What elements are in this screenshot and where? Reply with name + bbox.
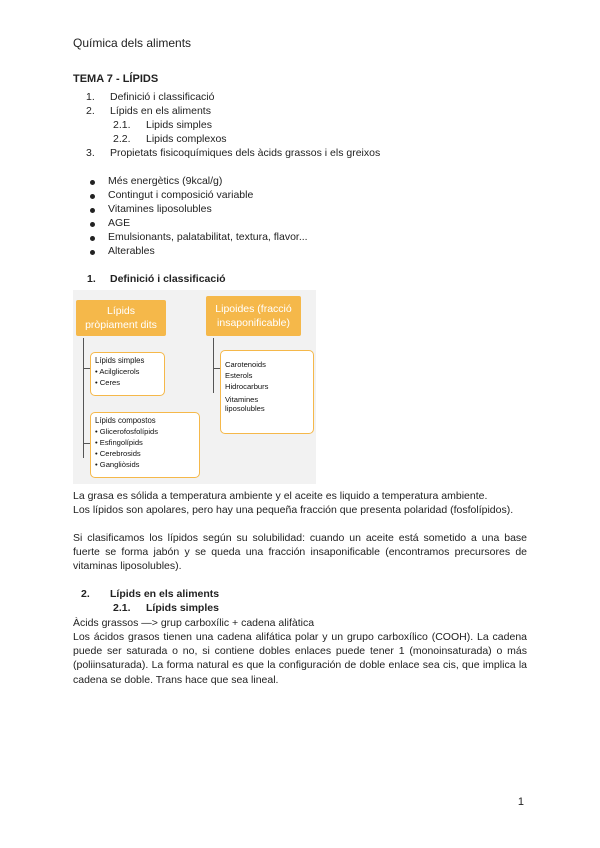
list-item: • Ceres — [95, 378, 121, 387]
page-number: 1 — [517, 796, 524, 808]
list-item: • Esfingolípids — [95, 438, 143, 447]
list-item: • Acilglicerols — [95, 367, 140, 376]
section-1-number: 1. — [87, 273, 96, 285]
connector-line — [83, 338, 84, 458]
bullet-dot — [90, 222, 95, 227]
bullet-dot — [90, 236, 95, 241]
list-item: • Glicerofosfolípids — [95, 427, 159, 436]
document-header: Química dels aliments — [73, 36, 192, 50]
paragraph: Los ácidos grasos tienen una cadena alifática polar y un grupo carboxílico (COOH). La cadena puede ser saturada o no, si contiene dobles enlaces puede tener 1 (monoinsaturada) o más (poliinsaturada). La forma natural es que la configuración de doble enlace sea cis, que implica la cadena se doble. Trans hace que sea lineal. — [73, 631, 527, 686]
paragraph: Los lípidos son apolares, pero hay una pequeña fracción que presenta polaridad (fosfolípidos). — [73, 504, 514, 516]
section-1-title: Definició i classificació — [110, 273, 226, 285]
section-2-number: 2. — [81, 588, 90, 600]
section-2-1-number: 2.1. — [113, 602, 131, 614]
bullet-dot — [90, 180, 95, 185]
connector-line — [213, 338, 214, 393]
topic-title: TEMA 7 - LÍPIDS — [73, 73, 159, 85]
section-2-1-title: Lípids simples — [146, 602, 219, 614]
lipids-proper-box: Lípids pròpiament dits — [76, 300, 166, 336]
bullet-dot — [90, 208, 95, 213]
section-2-title: Lípids en els aliments — [110, 588, 220, 600]
fatty-acid-definition: Àcids grassos —> grup carboxílic + cadena alifàtica — [73, 617, 315, 629]
bullet-dot — [90, 194, 95, 199]
simple-lipids-box: Lípids simples • Acilglicerols • Ceres — [90, 352, 165, 396]
compound-lipids-box: Lípids compostos • Glicerofosfolípids • Esfingolípids • Cerebrosids • Gangliòsids — [90, 412, 200, 478]
lipoids-box: Lipoides (fracció insaponificable) — [206, 296, 301, 336]
lipoids-list-box: Carotenoids Esterols Hidrocarburs Vitamines liposolubles — [220, 350, 314, 434]
lipid-classification-diagram — [73, 290, 316, 484]
list-item: • Gangliòsids — [95, 460, 140, 469]
list-item: • Cerebrosids — [95, 449, 141, 458]
bullet-dot — [90, 250, 95, 255]
paragraph: Si clasificamos los lípidos según su solubilidad: cuando un aceite está sometido a una base fuerte se forma jabón y se queda una fracción insaponificable (encontramos precursores de vitaminas liposolubles). — [73, 532, 527, 573]
paragraph-line: La grasa es sólida a temperatura ambiente y el aceite es liquido a temperatura ambiente. — [73, 490, 488, 502]
